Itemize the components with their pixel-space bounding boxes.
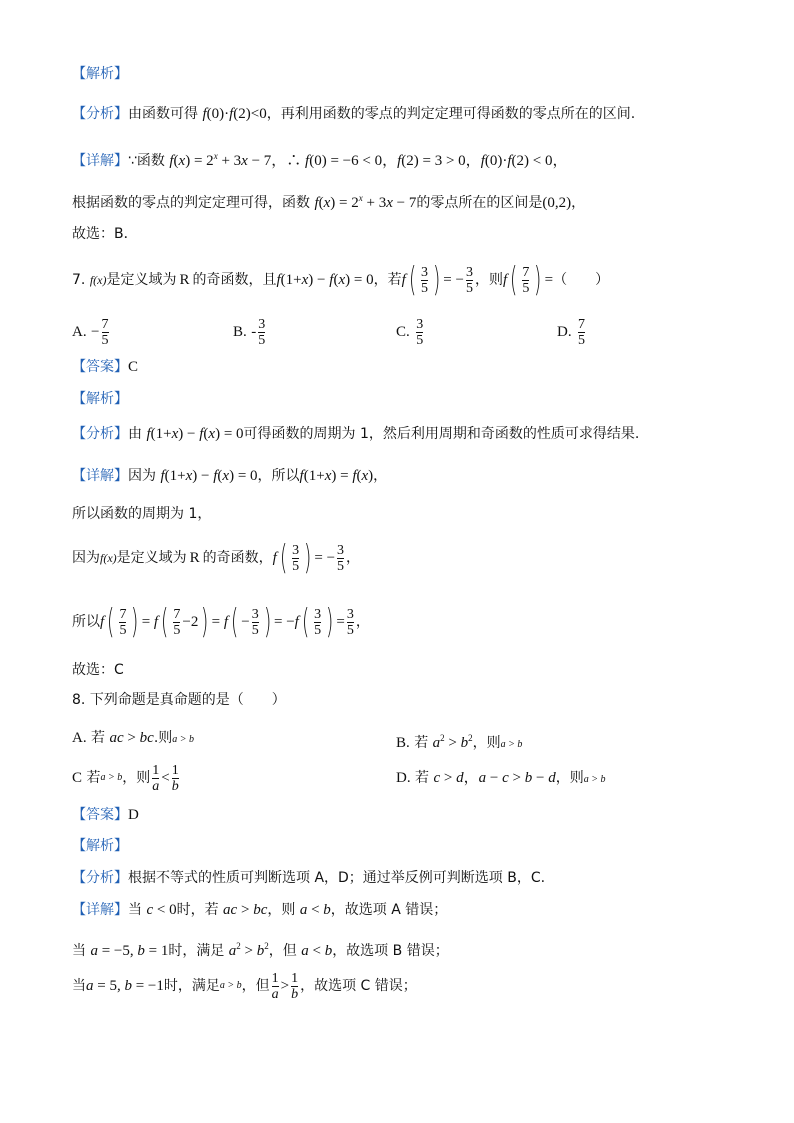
fraction: $\frac{7}{5}$ <box>173 606 181 638</box>
fraction: $\frac{1}{a}$ <box>271 970 279 1002</box>
option-label: B. <box>396 735 410 751</box>
q7-period-line <box>72 504 211 524</box>
q7-stem: 7. f(x) 是定义域为 R 的奇函数，且 f(1+x) − f(x) = 0 ，若 f ( $\frac{3}{5}$ ) = − $\frac{3}{5}$ ，则 f ( $\frac{7}{5}$ ) = （ ） <box>72 260 610 300</box>
q8-option-b <box>396 728 522 755</box>
math-expr: f(x) <box>100 551 117 565</box>
text: ，则 <box>474 272 503 288</box>
math-expr: f(0)·f(2)<0 <box>202 106 267 122</box>
fraction: $\frac{3}{5}$ <box>258 316 266 348</box>
text: 时，满足 <box>163 978 220 994</box>
option-label: D. <box>396 770 411 786</box>
text: 由函数可得 <box>128 106 198 122</box>
text: 若 <box>415 770 430 786</box>
q7-odd-line: 因为 f(x) 是定义域为 R 的奇函数， f ( $\frac{3}{5}$ ) = − $\frac{3}{5}$ ， <box>72 538 361 578</box>
q8-answer-line <box>72 805 139 825</box>
text: 所以 <box>72 614 100 630</box>
text: .则 <box>153 730 173 746</box>
math-expr: a > b <box>219 980 242 991</box>
option-label: A. <box>72 730 87 746</box>
math-expr: a = −5, b = 1 <box>90 943 169 959</box>
fraction: $\frac{7}{5}$ <box>101 316 109 348</box>
math-expr: - <box>251 324 257 340</box>
text: 可得函数的周期为 1，然后利用周期和奇函数的性质可求得结果. <box>243 426 640 442</box>
text: ，则 <box>472 735 501 751</box>
text: 的奇函数， <box>202 550 273 566</box>
tag-xiangjie: 【详解】 <box>72 153 128 169</box>
math-expr: $a^2 > b^2$ <box>432 733 473 751</box>
question-number: 8. <box>72 692 86 708</box>
section-tag-analysis <box>72 64 128 84</box>
fraction: $\frac{3}{5}$ <box>416 316 424 348</box>
math-expr: = −f <box>273 614 299 630</box>
fraction: $\frac{7}{5}$ <box>578 316 586 348</box>
fraction: $\frac{1}{a}$ <box>152 762 160 794</box>
math-expr: = <box>544 272 554 288</box>
text: 所以函数的周期为 1， <box>72 506 212 522</box>
text: R <box>189 550 200 566</box>
math-expr: < <box>161 770 170 786</box>
math-expr: f(x) <box>89 273 107 287</box>
q6-detail-line <box>72 146 567 171</box>
text: ，则 <box>555 770 584 786</box>
q8-option-a <box>72 728 194 750</box>
text: ，故选项 B 错误； <box>332 943 449 959</box>
math-expr: ac > bc <box>109 730 154 746</box>
fraction: $\frac{3}{5}$ <box>314 606 322 638</box>
q7-choice-line <box>72 660 124 680</box>
math-expr: = <box>336 614 345 630</box>
math-expr: = − <box>443 272 464 288</box>
math-expr: − <box>91 324 100 340</box>
q6-choice-line <box>72 224 138 244</box>
text: （ ） <box>553 272 610 288</box>
text: 根据函数的零点的判定定理可得，函数 <box>72 195 310 211</box>
q6-analysis-line <box>72 104 635 124</box>
fraction: $\frac{1}{b}$ <box>291 970 299 1002</box>
q8-option-d <box>396 768 605 790</box>
text: 下列命题是真命题的是（ ） <box>89 692 286 708</box>
math-expr: (0,2) <box>542 195 572 211</box>
text: 当 <box>128 902 142 918</box>
math-expr: f(1+x) − f(x) = 0 <box>160 468 258 484</box>
q8-stem <box>72 690 286 710</box>
fraction: $\frac{3}{5}$ <box>346 606 354 638</box>
q6-conclusion-line <box>72 188 585 213</box>
tag-xiangjie: 【详解】 <box>72 468 128 484</box>
fraction: $\frac{1}{b}$ <box>171 762 179 794</box>
math-expr: f <box>272 550 277 566</box>
text: 若 <box>414 735 429 751</box>
text: ， <box>571 195 586 211</box>
fraction: $\frac{7}{5}$ <box>522 264 530 296</box>
tag-daan: 【答案】 <box>72 359 128 375</box>
text: 当 <box>72 943 86 959</box>
text: ，则 <box>267 902 296 918</box>
q7-option-c <box>396 312 425 352</box>
q7-option-d <box>557 312 587 352</box>
tag-fenxi: 【分析】 <box>72 106 128 122</box>
q8-detail-line-2 <box>72 936 449 961</box>
math-expr: = f <box>141 614 159 630</box>
tag-jiexi: 【解析】 <box>72 66 128 82</box>
q7-option-a <box>72 312 111 352</box>
text: 故选：B． <box>72 226 138 242</box>
math-expr: f <box>100 614 105 630</box>
text: R <box>179 272 190 288</box>
math-expr: f(1+x) = f(x) <box>299 468 374 484</box>
fraction: $\frac{3}{5}$ <box>292 542 300 574</box>
tag-fenxi: 【分析】 <box>72 426 128 442</box>
text: 由 <box>128 426 142 442</box>
text: 的零点所在的区间是 <box>416 195 543 211</box>
text: ，故选项 A 错误； <box>330 902 448 918</box>
fraction: $\frac{3}{5}$ <box>421 264 429 296</box>
option-label: B. <box>233 324 247 340</box>
tag-xiangjie: 【详解】 <box>72 902 128 918</box>
text: 当 <box>72 978 86 994</box>
text: 根据不等式的性质可判断选项 A，D；通过举反例可判断选项 B，C. <box>128 870 546 886</box>
q7-jiexi-line <box>72 389 128 409</box>
text: 时，若 <box>176 902 219 918</box>
tag-fenxi: 【分析】 <box>72 870 128 886</box>
text: ， <box>373 468 388 484</box>
text: ，则 <box>122 770 151 786</box>
math-expr: a > b <box>172 734 195 745</box>
math-expr: − <box>241 614 250 630</box>
fraction: $\frac{3}{5}$ <box>465 264 473 296</box>
option-label: C <box>72 770 83 786</box>
answer-value: D <box>128 807 139 823</box>
fraction: $\frac{3}{5}$ <box>251 606 259 638</box>
text: ，再利用函数的零点的判定定理可得函数的零点所在的区间. <box>266 106 636 122</box>
q7-analysis-line <box>72 424 639 444</box>
text: 若 <box>91 730 106 746</box>
text: ∵函数 <box>128 153 165 169</box>
text: ，但 <box>268 943 297 959</box>
text: 若 <box>86 770 101 786</box>
math-expr: a < b <box>299 902 331 918</box>
text: 时，满足 <box>168 943 225 959</box>
tag-jiexi: 【解析】 <box>72 391 128 407</box>
text: 是定义域为 <box>106 272 177 288</box>
text: ，所以 <box>257 468 300 484</box>
text: ， <box>346 550 361 566</box>
option-label: C. <box>396 324 410 340</box>
math-expr: a > b <box>100 772 123 783</box>
question-number: 7. <box>72 272 86 288</box>
q8-jiexi-line <box>72 836 128 856</box>
q7-detail-line <box>72 466 387 486</box>
fraction: $\frac{3}{5}$ <box>337 542 345 574</box>
q7-compute-line: 所以 f ( $\frac{7}{5}$ ) = f ( $\frac{7}{5}$ −2 ) = f ( − $\frac{3}{5}$ ) = −f ( $\frac{3}{5}$ ) = $\frac{3}{5}$ ， <box>72 602 370 642</box>
math-expr: a > b <box>500 739 523 750</box>
tag-jiexi: 【解析】 <box>72 838 128 854</box>
math-expr: f(1+x) − f(x) = 0 <box>146 426 244 442</box>
text: ，若 <box>373 272 402 288</box>
math-expr: = − <box>314 550 336 566</box>
text: ，故选项 C 错误； <box>300 978 417 994</box>
q8-detail-line-3 <box>72 966 417 1006</box>
math-expr: = f <box>211 614 228 630</box>
text: ， <box>355 614 370 630</box>
text: 故选：C <box>72 662 124 678</box>
math-expr: a = 5, b = −1 <box>86 978 164 994</box>
math-expr: $f(x) = 2^x + 3x - 7$ <box>314 193 417 211</box>
q7-answer-line <box>72 357 138 377</box>
option-label: D. <box>557 324 572 340</box>
text: 因为 <box>128 468 156 484</box>
math-expr: $f(x) = 2^x + 3x - 7$，∴ f(0) = −6 < 0，f(2) = 3 > 0，f(0)·f(2) < 0， <box>169 151 568 169</box>
fraction: $\frac{7}{5}$ <box>119 606 127 638</box>
math-expr: f <box>502 272 508 288</box>
option-label: A. <box>72 324 87 340</box>
answer-value: C <box>128 359 139 375</box>
math-expr: $a^2 > b^2$ <box>228 941 269 959</box>
math-expr: > <box>280 978 290 994</box>
q8-option-c <box>72 758 181 798</box>
q7-option-b <box>233 312 267 352</box>
text: 是定义域为 <box>116 550 187 566</box>
math-expr: c < 0 <box>146 902 177 918</box>
q8-analysis-line <box>72 868 545 888</box>
math-expr: −2 <box>182 614 199 630</box>
text: 的奇函数，且 <box>192 272 277 288</box>
math-expr: f(1+x) − f(x) = 0 <box>276 272 374 288</box>
tag-daan: 【答案】 <box>72 807 128 823</box>
math-expr: a > b <box>583 774 606 785</box>
math-expr: c > d，a − c > b − d <box>433 770 556 786</box>
text: 因为 <box>72 550 100 566</box>
text: ，但 <box>241 978 270 994</box>
math-expr: a < b <box>301 943 333 959</box>
math-expr: f <box>401 272 406 288</box>
math-expr: ac > bc <box>223 902 268 918</box>
q8-detail-line-1 <box>72 900 447 920</box>
